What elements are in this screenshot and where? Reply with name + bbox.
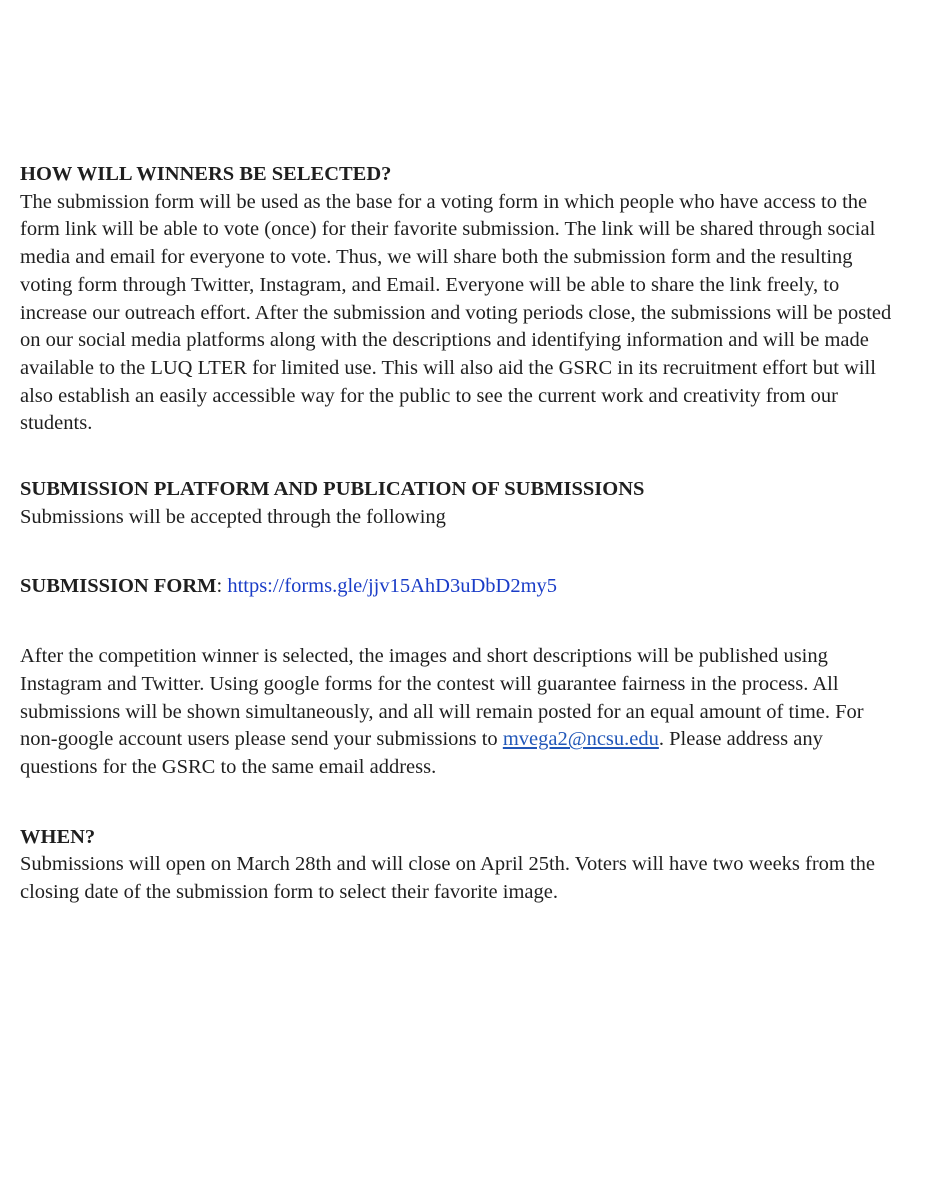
spacer xyxy=(20,782,900,824)
publication-paragraph xyxy=(20,643,900,782)
submission-form-label: SUBMISSION FORM xyxy=(20,575,217,598)
submission-form-link[interactable]: https://forms.gle/jjv15AhD3uDbD2my5 xyxy=(227,575,558,598)
spacer xyxy=(20,601,900,643)
when-heading: WHEN? xyxy=(20,825,96,848)
submission-form-separator: : xyxy=(216,575,228,598)
spacer xyxy=(20,438,900,476)
submission-form-line xyxy=(20,573,900,601)
platform-heading: SUBMISSION PLATFORM AND PUBLICATION OF SUBMISSIONS xyxy=(20,478,645,501)
contact-email-link[interactable]: mvega2@ncsu.edu xyxy=(502,728,659,751)
publication-text-before-email: After the competition winner is selected, the images and short descriptions will be published using Instagram and Twitter. Using google forms for the contest will guarantee fairness in the process. All submissions will be shown simultaneously, and all will remain posted for an equal amount of time. For non-google account users please send your submissions to xyxy=(20,645,864,751)
spacer xyxy=(20,531,900,573)
document-page xyxy=(20,161,900,907)
publication-text-after-email: . Please address any questions for the GSRC to the same email address. xyxy=(20,728,823,778)
winners-paragraph: The submission form will be used as the base for a voting form in which people who have access to the form link will be able to vote (once) for their favorite submission. The link will be shared through social media and email for everyone to vote. Thus, we will share both the submission form and the resulting voting form through Twitter, Instagram, and Email. Everyone will be able to share the link freely, to increase our outreach effort. After the submission and voting periods close, the submissions will be posted on our social media platforms along with the descriptions and identifying information and will be made available to the LUQ LTER for limited use. This will also aid the GSRC in its recruitment effort but will also establish an easily accessible way for the public to see the current work and creativity from our students. xyxy=(20,190,892,435)
winners-heading: HOW WILL WINNERS BE SELECTED? xyxy=(20,163,392,185)
when-paragraph: Submissions will open on March 28th and will close on April 25th. Voters will have two weeks from the closing date of the submission form to select their favorite image. xyxy=(20,853,876,904)
platform-paragraph: Submissions will be accepted through the following xyxy=(20,505,446,528)
